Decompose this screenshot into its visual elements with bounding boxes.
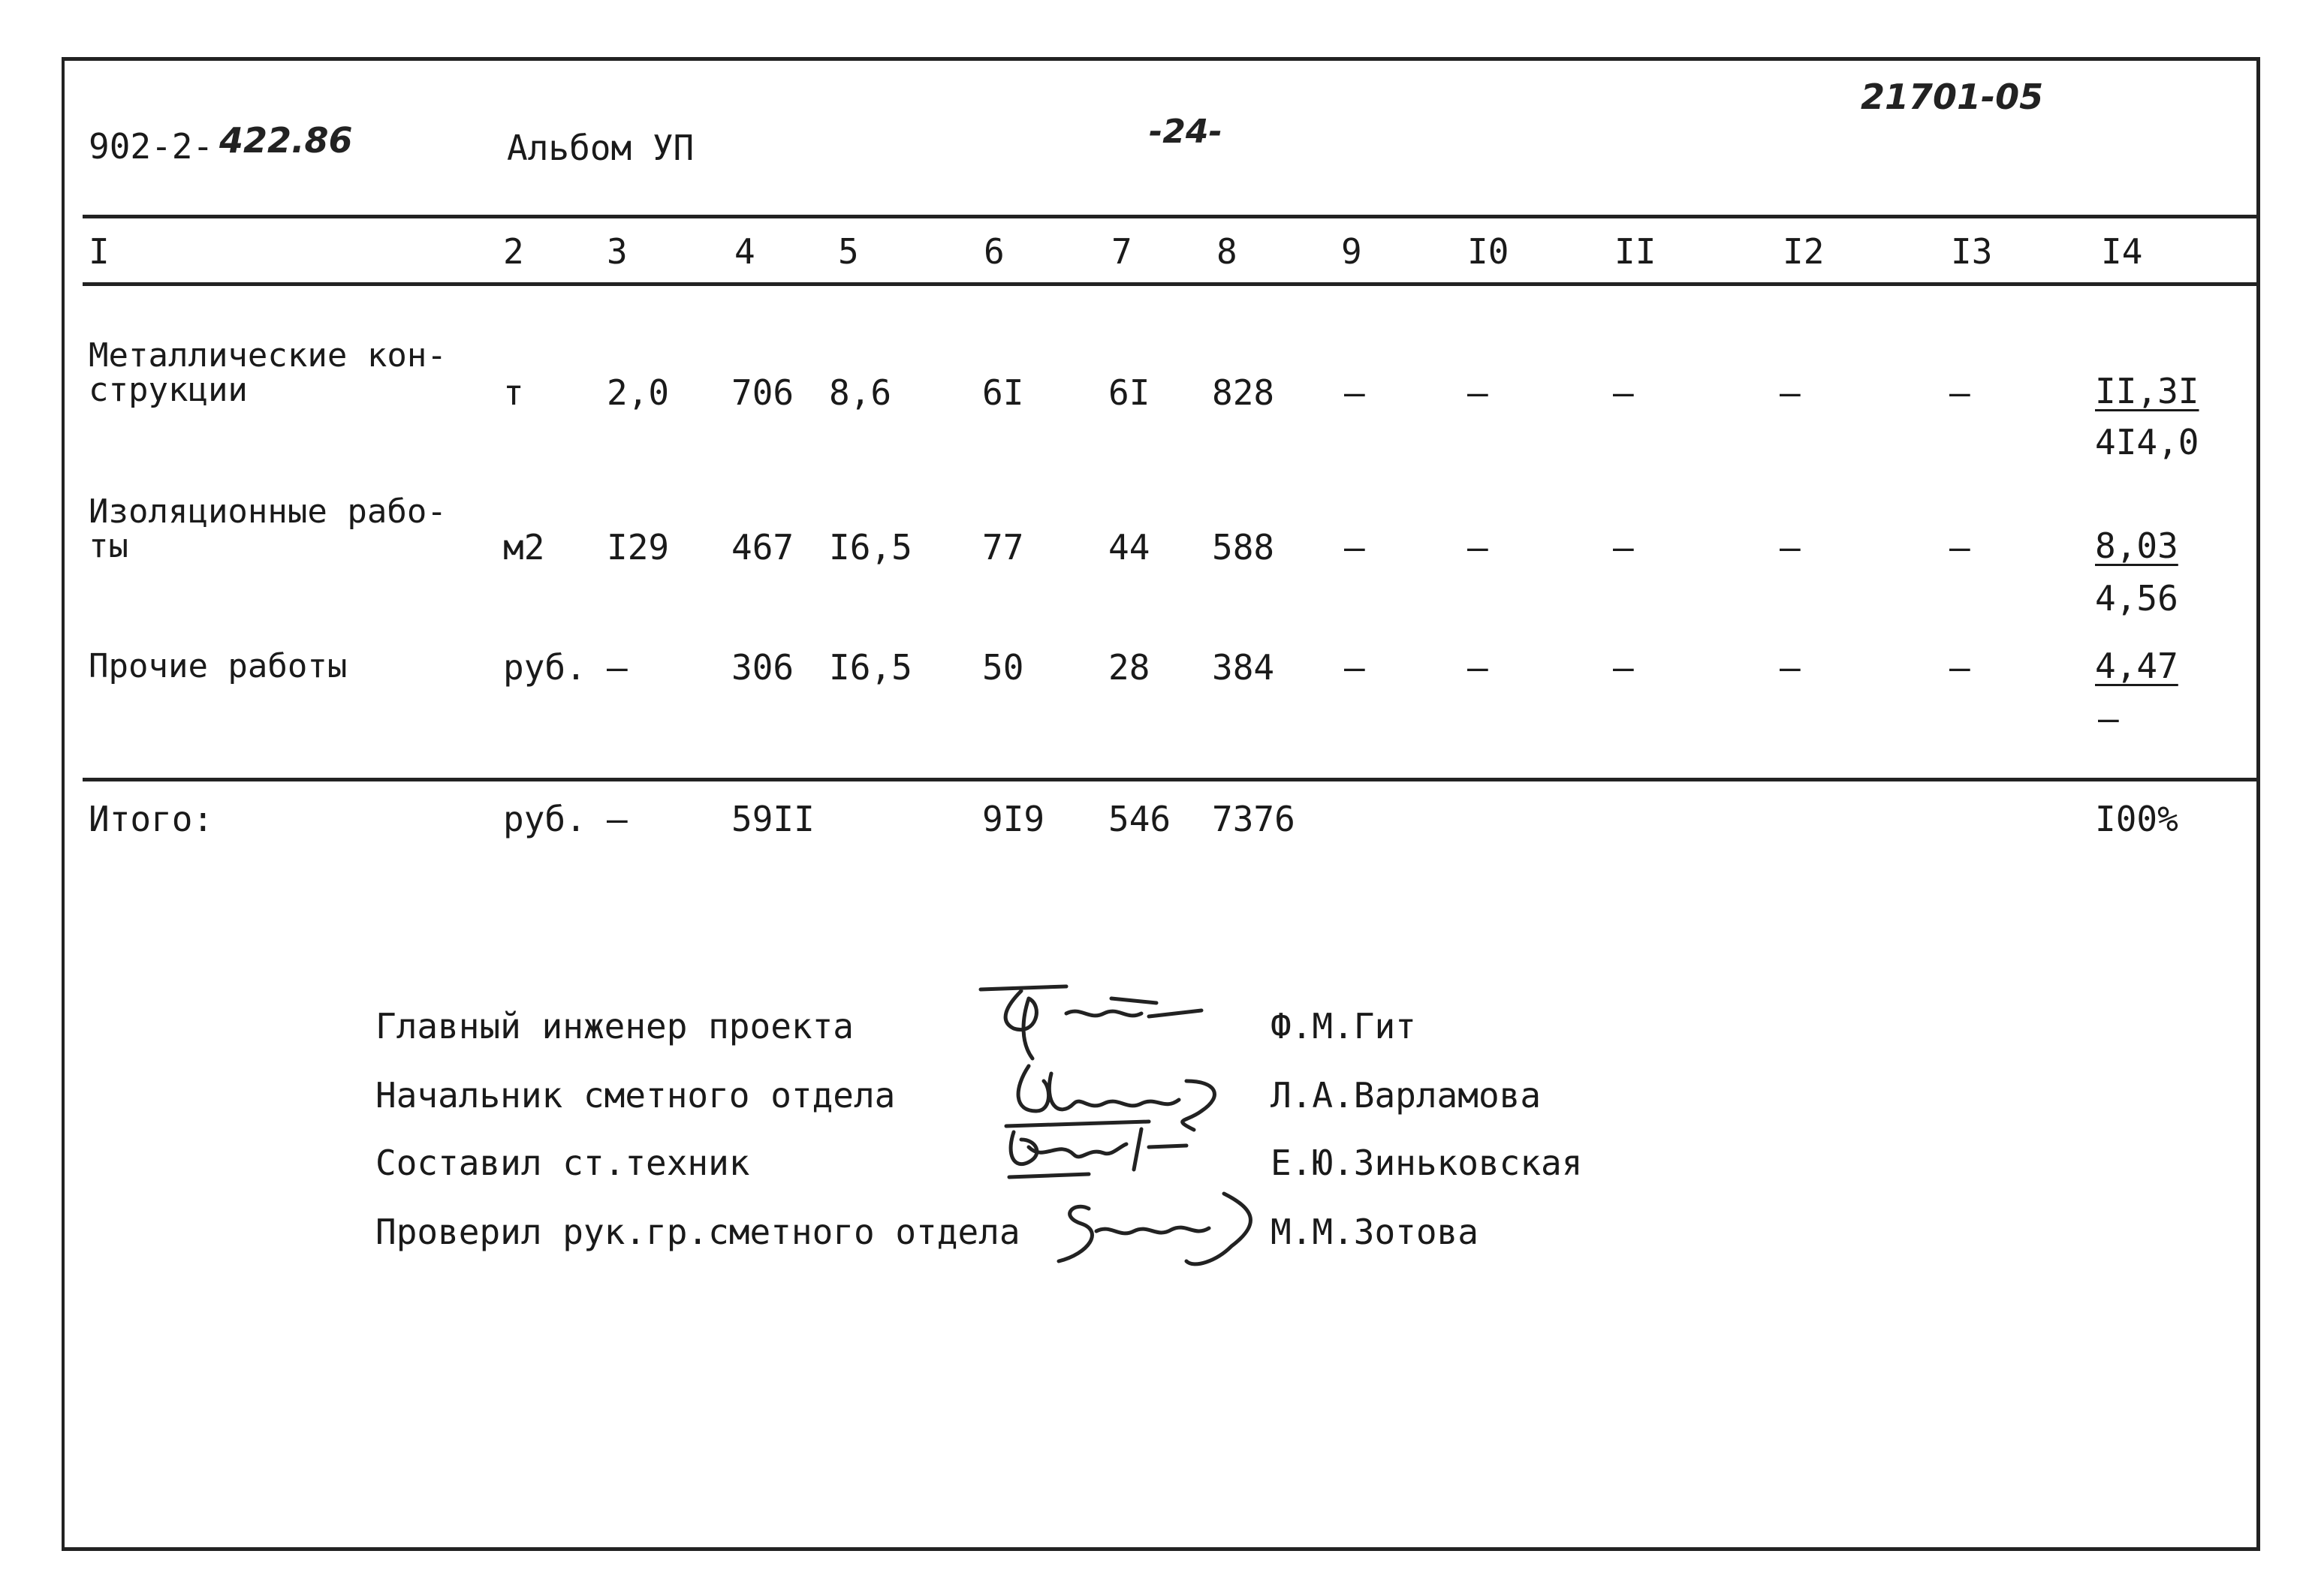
table-cell: 384 <box>1212 647 1275 688</box>
table-cell: – <box>1467 527 1488 568</box>
table-cell: I29 <box>607 527 670 568</box>
col-header: 9 <box>1341 231 1362 272</box>
header-bottom-rule <box>83 282 2260 286</box>
album-label: Альбом УП <box>507 128 695 168</box>
table-cell: – <box>1613 647 1634 688</box>
signatory-name: Е.Ю.Зиньковская <box>1271 1143 1583 1183</box>
unit-cell: м2 <box>503 527 545 568</box>
total-percent: I00% <box>2095 799 2178 839</box>
col-header: 8 <box>1216 231 1237 272</box>
table-cell: 28 <box>1108 647 1150 688</box>
table-cell: – <box>1613 372 1634 413</box>
table-cell: – <box>1780 647 1801 688</box>
table-cell: 77 <box>982 527 1024 568</box>
signature-role: Проверил рук.гр.сметного отдела <box>375 1212 1020 1252</box>
col-header: 6 <box>984 231 1005 272</box>
table-cell: 467 <box>731 527 794 568</box>
table-cell: 706 <box>731 372 794 413</box>
unit-cell: руб. <box>503 647 586 688</box>
table-cell: – <box>1949 647 1970 688</box>
table-cell: – <box>1949 372 1970 413</box>
row-name: Изоляционные рабо- <box>89 492 447 531</box>
row-name: Прочие работы <box>89 647 348 685</box>
handwritten-signature <box>1044 1179 1269 1276</box>
table-cell: – <box>1780 527 1801 568</box>
share-top: 4,47 <box>2095 646 2178 686</box>
total-cell: 546 <box>1108 799 1171 839</box>
share-top: II,3I <box>2095 371 2199 411</box>
col-header: I4 <box>2101 231 2143 272</box>
table-cell: 6I <box>1108 372 1150 413</box>
table-cell: 2,0 <box>607 372 670 413</box>
total-cell: 9I9 <box>982 799 1045 839</box>
total-label: Итого: <box>89 799 214 839</box>
table-cell: I6,5 <box>829 527 912 568</box>
total-cell: – <box>607 799 628 839</box>
sheet-number: 21701-05 <box>1861 77 2044 117</box>
table-cell: I6,5 <box>829 647 912 688</box>
col-header: 7 <box>1111 231 1132 272</box>
table-cell: – <box>607 647 628 688</box>
table-cell: 588 <box>1212 527 1275 568</box>
table-cell: 50 <box>982 647 1024 688</box>
page-number: -24- <box>1149 113 1222 151</box>
total-unit: руб. <box>503 799 586 839</box>
total-cell: 59II <box>731 799 815 839</box>
table-cell: 6I <box>982 372 1024 413</box>
share-bottom: 4,56 <box>2095 578 2178 619</box>
col-header: I0 <box>1467 231 1509 272</box>
handwritten-signature <box>976 983 1231 1066</box>
table-cell: 828 <box>1212 372 1275 413</box>
signature-role: Начальник сметного отдела <box>375 1075 896 1116</box>
header-top-rule <box>83 215 2260 218</box>
col-header: II <box>1614 231 1656 272</box>
col-header: I <box>89 231 110 272</box>
signatory-name: М.М.Зотова <box>1271 1212 1479 1252</box>
doc-code-printed: 902-2- <box>89 126 214 167</box>
col-header: 2 <box>503 231 524 272</box>
table-cell: – <box>1467 372 1488 413</box>
col-header: I3 <box>1951 231 1993 272</box>
table-cell: – <box>1344 372 1365 413</box>
table-cell: – <box>1467 647 1488 688</box>
row-name: Металлические кон- <box>89 336 447 375</box>
total-top-rule <box>83 778 2260 781</box>
table-cell: 8,6 <box>829 372 892 413</box>
doc-code-handwritten: 422.86 <box>219 120 353 161</box>
signatory-name: Л.А.Варламова <box>1271 1075 1542 1116</box>
table-cell: – <box>1344 647 1365 688</box>
table-cell: 306 <box>731 647 794 688</box>
signature-role: Главный инженер проекта <box>375 1006 854 1046</box>
col-header: 5 <box>838 231 859 272</box>
table-cell: – <box>1344 527 1365 568</box>
table-cell: 44 <box>1108 527 1150 568</box>
signatory-name: Ф.М.Гит <box>1271 1006 1416 1046</box>
col-header: 4 <box>734 231 755 272</box>
share-bottom: – <box>2098 698 2119 739</box>
table-cell: – <box>1949 527 1970 568</box>
row-name: струкции <box>89 371 248 409</box>
handwritten-signature <box>999 1117 1194 1185</box>
col-header: I2 <box>1783 231 1825 272</box>
share-top: 8,03 <box>2095 525 2178 566</box>
total-cell: 7376 <box>1212 799 1295 839</box>
unit-cell: т <box>503 372 524 413</box>
table-cell: – <box>1613 527 1634 568</box>
share-bottom: 4I4,0 <box>2095 422 2199 462</box>
table-cell: – <box>1780 372 1801 413</box>
col-header: 3 <box>607 231 628 272</box>
signature-role: Составил ст.техник <box>375 1143 750 1183</box>
row-name: ты <box>89 527 128 565</box>
